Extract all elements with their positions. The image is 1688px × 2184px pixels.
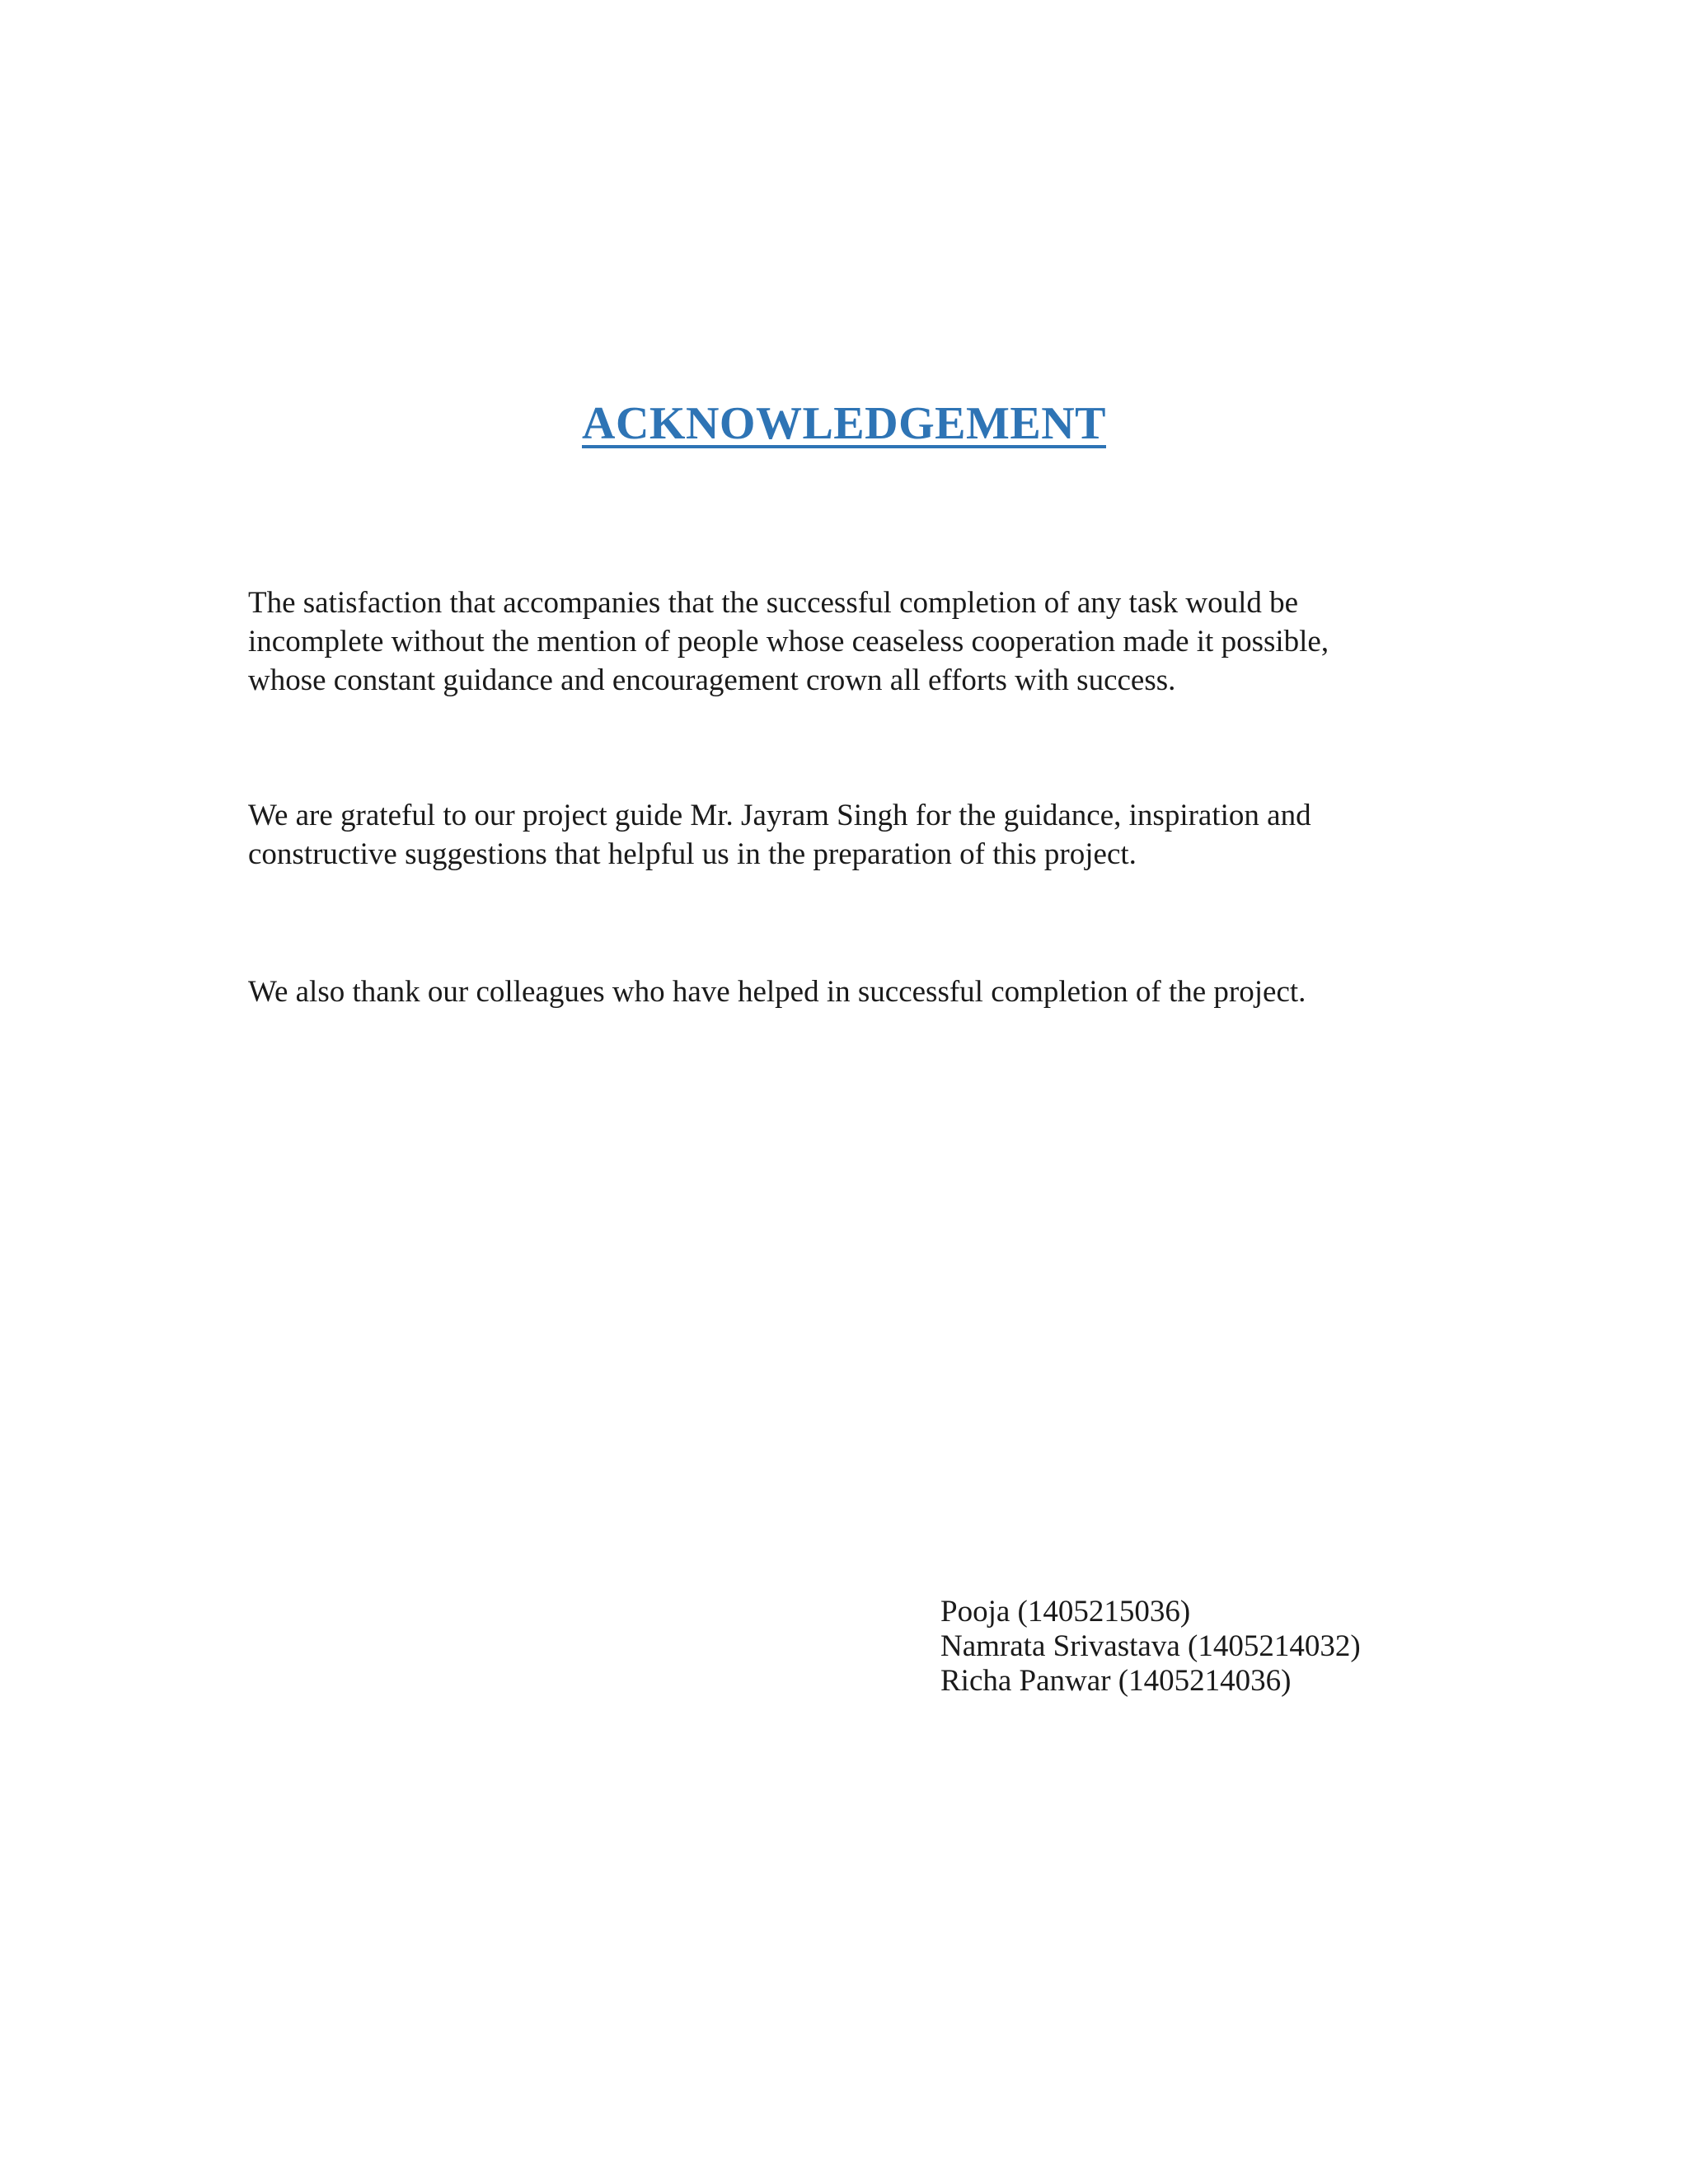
paragraph-line: constructive suggestions that helpful us in the preparation of this project. [248, 837, 1137, 871]
paragraph-line: We also thank our colleagues who have helped in successful completion of the project. [248, 975, 1306, 1009]
paragraph-line: incomplete without the mention of people whose ceaseless cooperation made it possible, [248, 625, 1329, 658]
signatory-name: Pooja (1405215036) [940, 1595, 1191, 1629]
signatory-name: Richa Panwar (1405214036) [940, 1664, 1292, 1698]
paragraph-satisfaction [248, 583, 1418, 700]
paragraph-line: We are grateful to our project guide Mr. Jayram Singh for the guidance, inspiration and [248, 799, 1311, 832]
signatory-list [940, 1595, 1361, 1699]
page-title: ACKNOWLEDGEMENT [582, 398, 1106, 449]
signatory-name: Namrata Srivastava (1405214032) [940, 1629, 1361, 1663]
paragraph-colleagues [248, 972, 1418, 1011]
paragraph-line: whose constant guidance and encouragement crown all efforts with success. [248, 663, 1176, 697]
paragraph-line: The satisfaction that accompanies that the successful completion of any task would be [248, 586, 1299, 620]
paragraph-gratitude [248, 796, 1418, 874]
